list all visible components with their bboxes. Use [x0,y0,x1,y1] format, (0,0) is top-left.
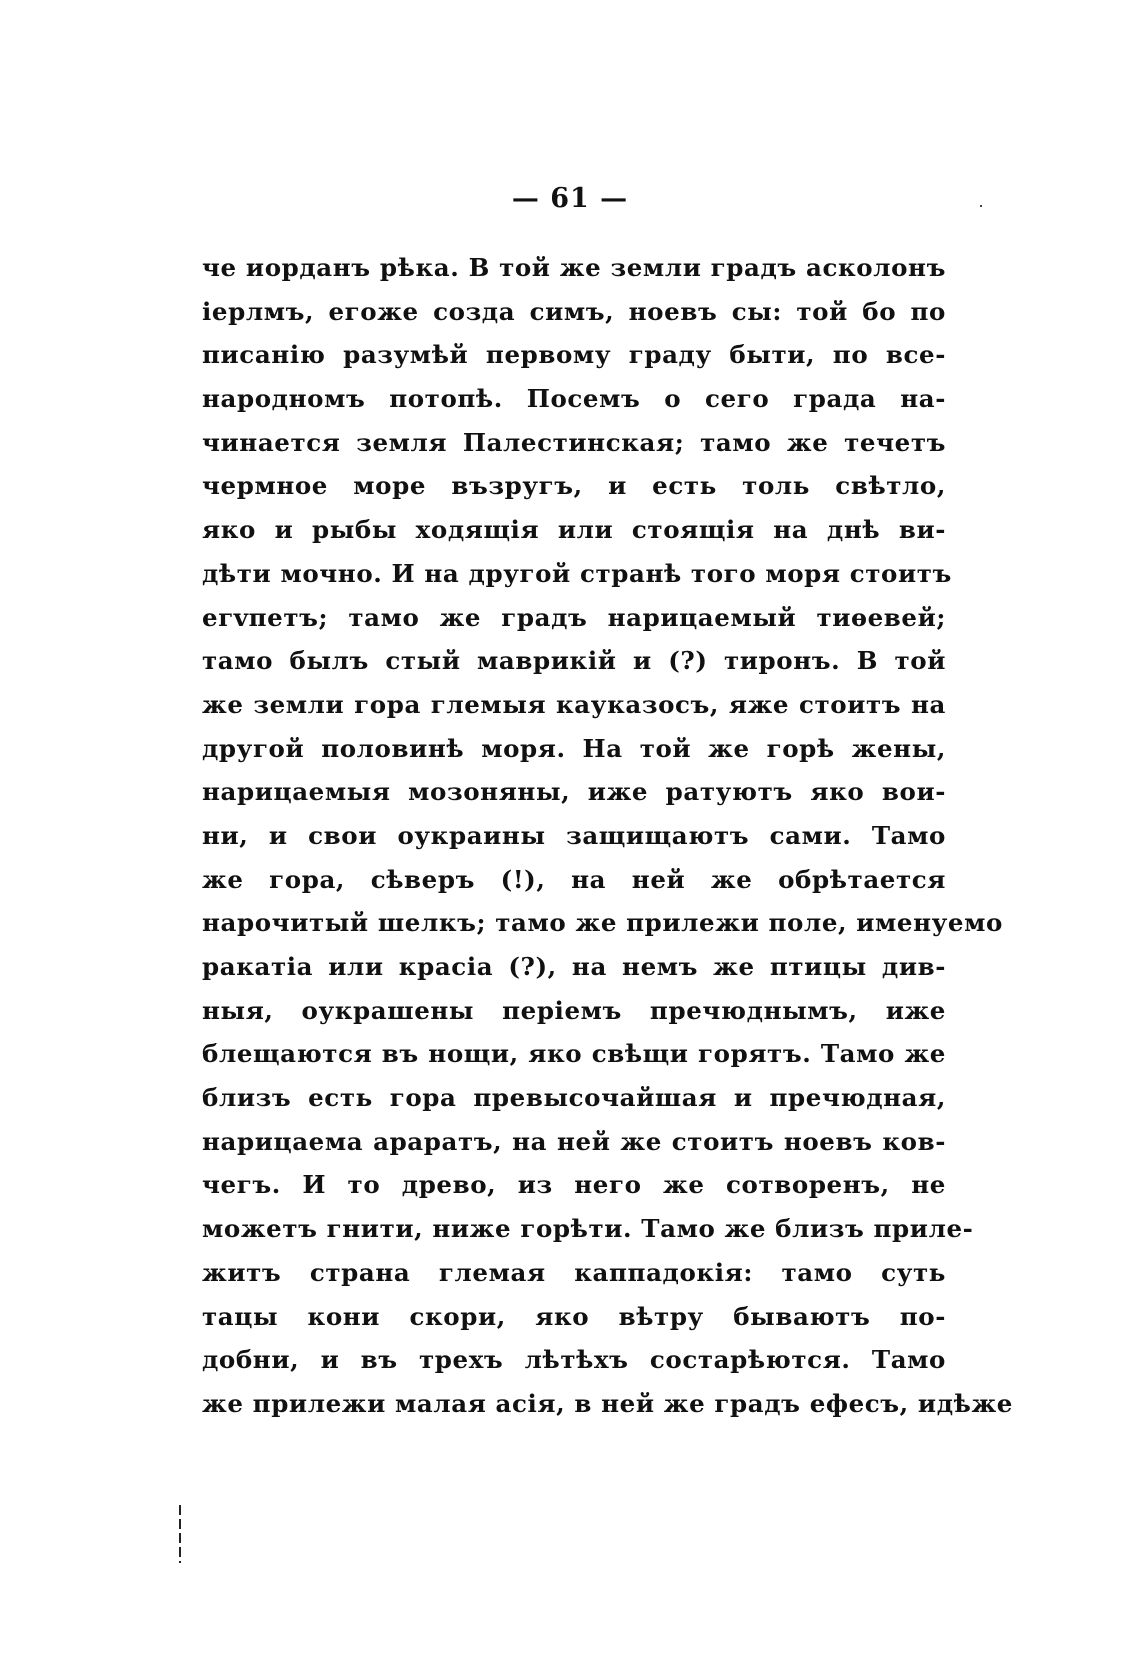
text-line: тацы кони скори, яко вѣтру бываютъ по- [202,1301,946,1331]
text-line: же прилежи малая асiя, в ней же градъ ефесъ, идѣже [202,1388,1013,1418]
text-line: добни, и въ трехъ лѣтѣхъ состарѣются. Тамо [202,1345,946,1375]
text-line: другой половинѣ моря. На той же горѣ жены, [202,733,946,763]
text-line: народномъ потопѣ. Посемъ о сего града на- [202,384,946,414]
text-line: нарочитый шелкъ; тамо же прилежи поле, именуемо [202,908,1003,938]
text-line: же земли гора глемыя кауказосъ, яже стоитъ на [202,689,946,719]
text-line: дѣти мочно. И на другой странѣ того моря стоитъ [202,558,952,588]
text-line: че иорданъ рѣка. В той же земли градъ асколонъ [202,253,946,282]
text-line: писанiю разумѣй первому граду быти, по все- [202,340,946,370]
text-line: нарицаемыя мозоняны, иже ратуютъ яко вои- [202,777,946,807]
text-line: чинается земля Палестинская; тамо же течетъ [202,427,946,457]
text-line: тамо былъ стый маврикiй и (?) тиронъ. В той [202,646,946,676]
text-line: ныя, оукрашены перiемъ пречюднымъ, иже [202,995,946,1025]
scan-speck [980,205,982,207]
text-line: же гора, сѣверъ (!), на ней же обрѣтается [202,864,946,894]
text-line: яко и рыбы ходящiя или стоящiя на днѣ ви- [202,515,946,545]
text-line: ракатiа или красiа (?), на немъ же птицы див- [202,952,946,981]
text-line: близъ есть гора превысочайшая и пречюдная, [202,1083,946,1113]
text-line: чегъ. И то древо, из него же сотворенъ, не [202,1170,946,1200]
margin-scan-mark [179,1505,181,1563]
text-line: егvпетъ; тамо же градъ нарицаемый тиѳевей; [202,602,946,632]
text-line: ни, и свои оукраины защищаютъ сами. Тамо [202,820,946,850]
text-line: iерлмъ, егоже созда симъ, ноевъ сы: той бо по [202,296,946,326]
text-line: чермное море възругъ, и есть толь свѣтло, [202,471,946,501]
text-line: можетъ гнити, ниже горѣти. Тамо же близъ приле- [202,1214,974,1244]
main-text [202,246,1013,1426]
text-line: блещаются въ нощи, яко свѣщи горятъ. Тамо же [202,1039,946,1069]
text-line: житъ страна глемая каппадокiя: тамо суть [202,1257,946,1287]
text-line: нарицаема араратъ, на ней же стоитъ ноевъ ков- [202,1126,946,1156]
page-number: — 61 — [511,183,629,214]
